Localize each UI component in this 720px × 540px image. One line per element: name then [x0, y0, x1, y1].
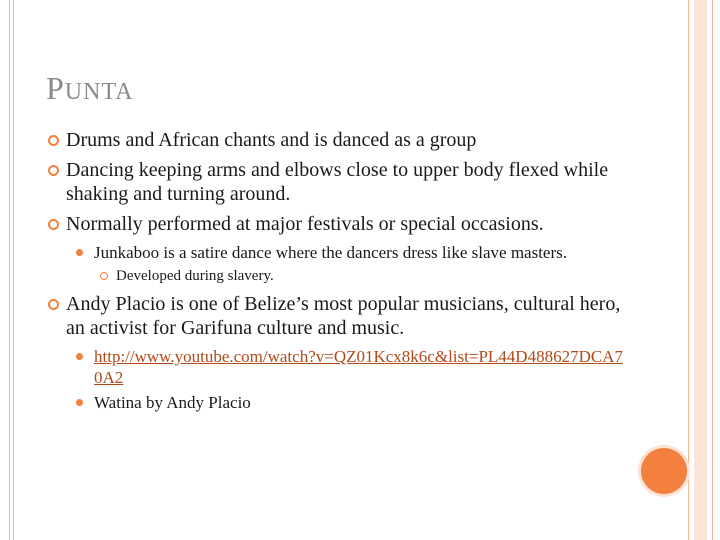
ring-bullet-icon	[48, 135, 59, 146]
right-decorative-band	[694, 0, 707, 540]
bullet-text: Dancing keeping arms and elbows close to upper body flexed while shaking and turning around.	[66, 159, 609, 205]
bullet-level1	[46, 212, 626, 236]
dot-bullet-icon	[76, 249, 83, 256]
left-border-line-inner	[13, 0, 14, 540]
left-border-line	[9, 0, 10, 540]
title-rest: UNTA	[64, 79, 134, 105]
ring-bullet-icon	[48, 165, 59, 176]
ring-bullet-icon	[48, 299, 59, 310]
bullet-level3	[46, 267, 626, 286]
bullet-text: Junkaboo is a satire dance where the dancers dress like slave masters.	[94, 243, 567, 262]
bullet-text: Drums and African chants and is danced as a group	[66, 129, 477, 151]
small-ring-bullet-icon	[100, 272, 108, 280]
ring-bullet-icon	[48, 219, 59, 230]
bullet-level2	[46, 346, 626, 388]
dot-bullet-icon	[76, 399, 83, 406]
right-border-line-outer	[712, 0, 713, 540]
dot-bullet-icon	[76, 353, 83, 360]
bullet-text: Developed during slavery.	[116, 268, 274, 284]
bullet-level1	[46, 128, 626, 152]
bullet-text: Watina by Andy Placio	[94, 393, 251, 412]
right-border-line	[688, 0, 689, 540]
bullet-text: Normally performed at major festivals or special occasions.	[66, 213, 544, 235]
slide-title	[46, 70, 134, 107]
bullet-text: Andy Placio is one of Belize’s most popular musicians, cultural hero, an activist for Garifuna culture and music.	[66, 293, 621, 339]
youtube-link[interactable]: http://www.youtube.com/watch?v=QZ01Kcx8k6c&list=PL44D488627DCA70A2	[94, 347, 623, 387]
bullet-level2	[46, 392, 626, 413]
bullet-level1	[46, 292, 626, 340]
bullet-level1	[46, 158, 626, 206]
title-initial: P	[46, 70, 65, 106]
bullet-list	[46, 128, 626, 417]
bullet-level2	[46, 242, 626, 263]
decorative-circle	[641, 448, 687, 494]
